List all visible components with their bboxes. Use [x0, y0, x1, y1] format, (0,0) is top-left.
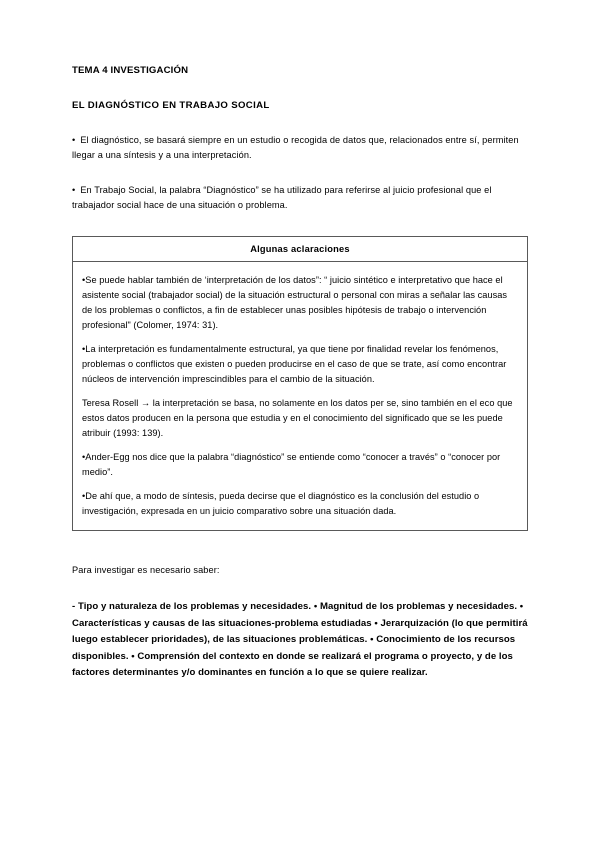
table-item — [82, 441, 518, 480]
intro-paragraph-2 — [72, 183, 528, 213]
intro-paragraph-1-text: El diagnóstico, se basará siempre en un estudio o recogida de datos que, relacionados entre sí, permiten llegar a una síntesis y a una interpretación. — [72, 134, 519, 160]
table-item-text: De ahí que, a modo de síntesis, pueda decirse que el diagnóstico es la conclusión del estudio o investigación, expresada en un juicio comparativo sobre una situación dada. — [82, 491, 480, 517]
table-item-text: La interpretación es fundamentalmente estructural, ya que tiene por finalidad revelar los fenómenos, problemas o conflictos que existen o pueden producirse en el caso de que se trate, así como encontrar núcleos de intervención imprescindibles para el cambio de la situación. — [82, 344, 507, 385]
table-item-text: Ander-Egg nos dice que la palabra “diagnóstico” se entiende como “conocer a través” o “conocer por medio”. — [82, 452, 501, 478]
closing-lead-text: Para investigar es necesario saber: — [72, 565, 220, 576]
table-item-text: Teresa Rosell → la interpretación se basa, no solamente en los datos per se, sino también en el eco que estos datos producen en la persona que estudia y en el conocimiento del significado que se les puede atribuir (1993: 139). — [82, 398, 513, 439]
bullet-marker: • — [72, 184, 76, 195]
table-item — [82, 333, 518, 387]
page-subtitle: EL DIAGNÓSTICO EN TRABAJO SOCIAL — [72, 99, 270, 111]
aclaraciones-table — [72, 236, 528, 531]
table-item — [82, 480, 518, 519]
intro-paragraph-1 — [72, 133, 528, 163]
table-header-row — [73, 237, 528, 262]
table-item — [82, 387, 518, 441]
bullet-marker: • — [82, 491, 86, 502]
bullet-marker: • — [82, 275, 86, 286]
table-body-row — [73, 262, 528, 531]
table-body-cell — [73, 262, 528, 531]
table-item-text: Se puede hablar también de ‘interpretación de los datos”: “ juicio sintético e interpretativo que hace el asistente social (trabajador social) de la situación estructural o personal con miras a señalar las causas de los problemas o conflictos, a fin de establecer unas posibles hipótesis de trabajo o intervención profesional" (Colomer, 1974: 31). — [82, 275, 508, 331]
closing-bold-text: - Tipo y naturaleza de los problemas y necesidades. • Magnitud de los problemas y necesidades. • Características y causas de las situaciones-problema estudiadas • Jerarquización (lo que permitirá luego establecer prioridades), de las situaciones problemáticas. • Conocimiento de los recursos disponibles. • Comprensión del contexto en donde se realizará el programa o proyecto, y de los factores determinantes y/o dominantes en función a lo que se quiere realizar. — [72, 601, 528, 679]
bullet-marker: • — [72, 134, 76, 145]
page-title: TEMA 4 INVESTIGACIÓN — [72, 65, 189, 76]
intro-paragraph-2-text: En Trabajo Social, la palabra “Diagnóstico” se ha utilizado para referirse al juicio profesional que el trabajador social hace de una situación o problema. — [72, 184, 492, 210]
bullet-marker: • — [82, 344, 86, 355]
table-header-label: Algunas aclaraciones — [73, 237, 528, 262]
bullet-marker: • — [82, 452, 86, 463]
table-item — [82, 268, 518, 333]
